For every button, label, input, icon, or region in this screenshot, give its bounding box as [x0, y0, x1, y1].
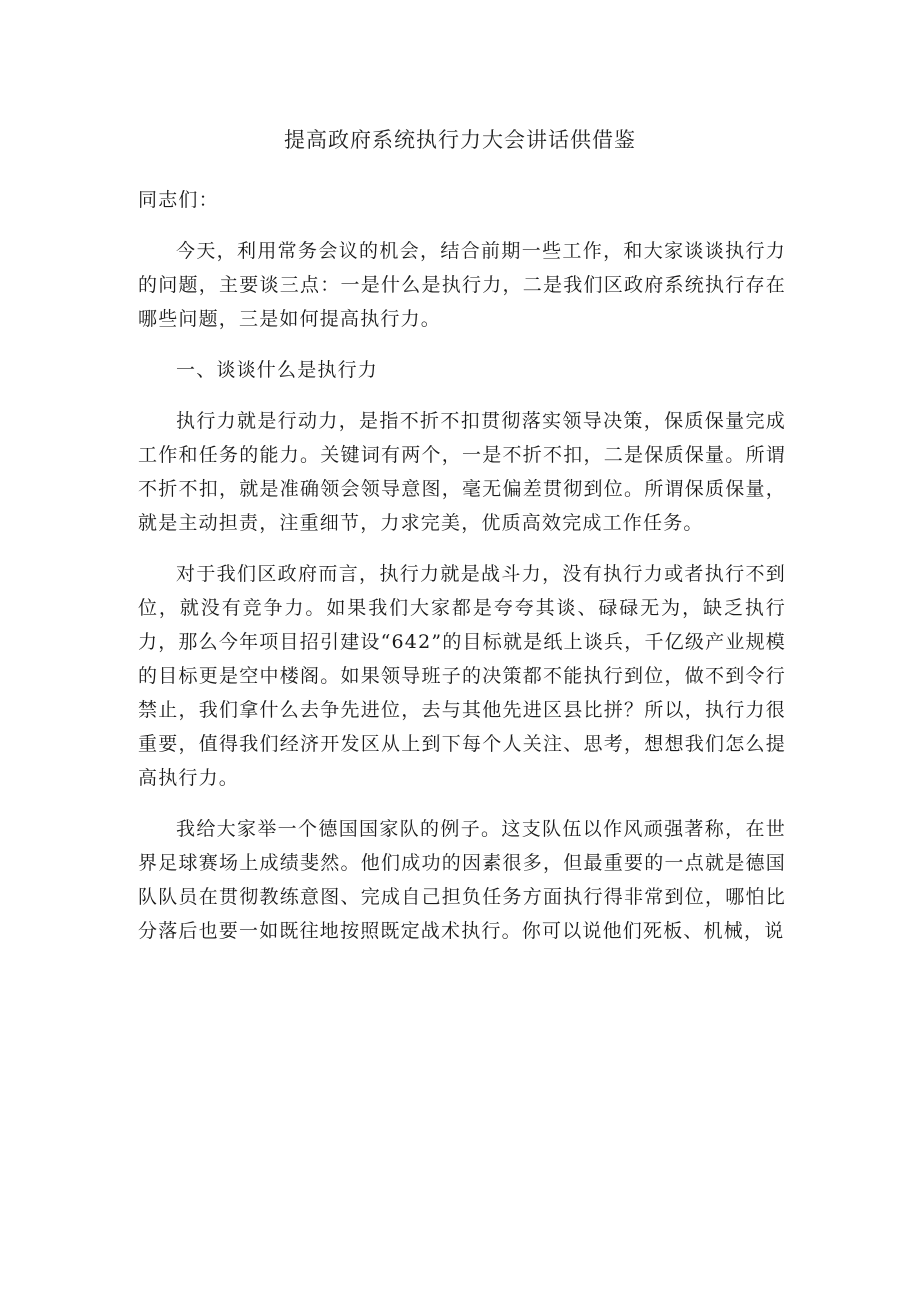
paragraph-definition: 执行力就是行动力，是指不折不扣贯彻落实领导决策，保质保量完成工作和任务的能力。关键词有两个，一是不折不扣，二是保质保量。所谓不折不扣，就是准确领会领导意图，毫无偏差贯彻到位。所谓保质保量，就是主动担责，注重细节，力求完美，优质高效完成工作任务。	[138, 410, 786, 534]
salutation: 同志们：	[138, 189, 219, 211]
section-heading-1: 一、谈谈什么是执行力	[176, 359, 379, 381]
document-body	[138, 183, 786, 965]
paragraph-intro: 今天，利用常务会议的机会，结合前期一些工作，和大家谈谈执行力的问题，主要谈三点：一是什么是执行力，二是我们区政府系统执行存在哪些问题，三是如何提高执行力。	[138, 240, 786, 330]
paragraph-example: 我给大家举一个德国国家队的例子。这支队伍以作风顽强著称，在世界足球赛场上成绩斐然。他们成功的因素很多，但最重要的一点就是德国队队员在贯彻教练意图、完成自己担负任务方面执行得非常到位，哪怕比分落后也要一如既往地按照既定战术执行。你可以说他们死板、机械，说	[138, 818, 786, 942]
document-title: 提高政府系统执行力大会讲话供借鉴	[284, 128, 636, 152]
paragraph-importance: 对于我们区政府而言，执行力就是战斗力，没有执行力或者执行不到位，就没有竞争力。如果我们大家都是夸夸其谈、碌碌无为，缺乏执行力，那么今年项目招引建设“642”的目标就是纸上谈兵，千亿级产业规模的目标更是空中楼阁。如果领导班子的决策都不能执行到位，做不到令行禁止，我们拿什么去争先进位，去与其他先进区县比拼？所以，执行力很重要，值得我们经济开发区从上到下每个人关注、思考，想想我们怎么提高执行力。	[138, 563, 786, 789]
